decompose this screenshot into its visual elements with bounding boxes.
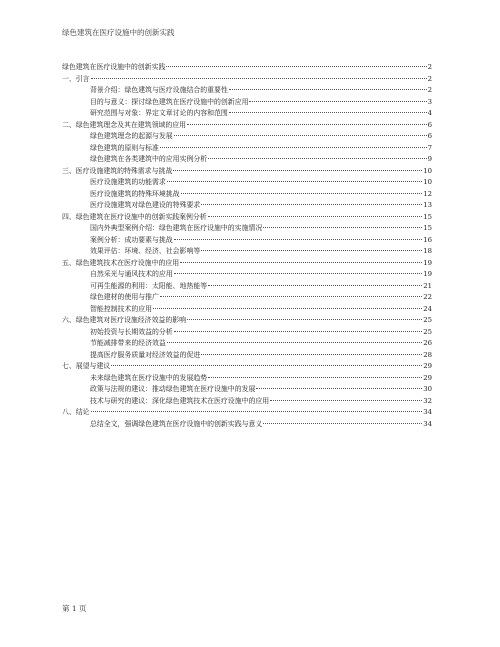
toc-entry-title: 绿色建筑的原则与标准 [90,143,159,152]
toc-entry-title: 绿色建筑理念的起源与发展 [90,132,173,140]
toc-entry-title: 医疗设施建筑对绿色建设的特殊要求 [90,201,201,209]
toc-entry[interactable] [62,120,432,132]
toc-entry-page: 30 [423,385,432,393]
toc-dot-leader [173,170,422,171]
toc-entry-page: 2 [427,63,432,71]
toc-entry-title: 一、引言 [62,74,90,83]
toc-entry-title: 八、结论 [62,408,90,416]
toc-entry[interactable] [62,373,432,385]
toc-dot-leader [256,388,422,389]
toc-entry-title: 绿色建筑在医疗设施中的创新实践 [62,63,166,71]
toc-entry-title: 医疗设施建筑的特殊环境挑战 [90,189,180,198]
toc-entry-page: 6 [427,120,432,129]
toc-entry-page: 32 [423,396,432,405]
toc-entry[interactable] [62,304,432,316]
toc-dot-leader [153,308,422,309]
toc-entry[interactable] [62,407,432,419]
toc-dot-leader [249,101,426,102]
toc-dot-leader [174,331,423,332]
toc-dot-leader [201,250,422,251]
toc-entry[interactable] [62,154,432,166]
toc-dot-leader [201,354,422,355]
toc-entry-page: 22 [423,293,432,301]
toc-entry-page: 29 [423,373,432,382]
toc-entry-title: 绿色建材的使用与推广 [90,293,159,301]
toc-dot-leader [229,112,427,113]
toc-entry[interactable] [62,327,432,339]
toc-entry-title: 初始投资与长期效益的分析 [90,327,173,336]
toc-entry[interactable] [62,189,432,201]
toc-entry[interactable] [62,292,432,304]
toc-dot-leader [166,66,426,67]
toc-entry[interactable] [62,131,432,143]
toc-dot-leader [263,423,422,424]
toc-entry-page: 26 [423,339,432,347]
toc-dot-leader [187,124,427,125]
toc-entry-title: 研究范围与对象：界定文章讨论的内容和范围 [90,109,228,117]
toc-entry[interactable] [62,166,432,178]
toc-entry-title: 效果评估：环境、经济、社会影响等 [90,247,201,255]
toc-dot-leader [167,342,422,343]
toc-entry[interactable] [62,361,432,373]
toc-entry-title: 三、医疗设施建筑的特殊需求与挑战 [62,166,173,175]
toc-entry-title: 绿色建筑在各类建筑中的应用实例分析 [90,155,208,163]
toc-entry-title: 节能减排带来的经济效益 [90,339,166,347]
toc-entry[interactable] [62,108,432,120]
toc-entry-page: 28 [423,350,432,359]
toc-entry[interactable] [62,200,432,212]
toc-entry-page: 10 [423,166,432,175]
toc-entry-title: 未来绿色建筑在医疗设施中的发展趋势 [90,373,208,382]
toc-entry[interactable] [62,177,432,189]
toc-entry-title: 可再生能源的利用：太阳能、地热能等 [90,281,208,290]
toc-entry-page: 12 [423,189,432,198]
toc-dot-leader [270,400,422,401]
toc-dot-leader [187,319,422,320]
toc-entry-page: 24 [423,304,432,313]
toc-entry-title: 医疗设施建筑的功能需求 [90,178,166,186]
toc-entry-title: 六、绿色建筑对医疗设施经济效益的影响 [62,316,187,324]
toc-entry-page: 10 [423,178,432,186]
toc-entry[interactable] [62,338,432,350]
toc-entry[interactable] [62,212,432,224]
toc-entry-title: 目的与意义：探讨绿色建筑在医疗设施中的创新应用 [90,97,249,106]
toc-entry-page: 13 [423,201,432,209]
toc-entry-page: 6 [427,132,432,140]
toc-entry-page: 29 [423,362,432,370]
toc-dot-leader [174,239,423,240]
toc-entry-page: 2 [427,86,432,94]
toc-entry-title: 自然采光与通风技术的应用 [90,270,173,278]
toc-entry[interactable] [62,235,432,247]
toc-dot-leader [208,216,423,217]
toc-entry-page: 21 [423,281,432,290]
toc-entry-title: 智能控制技术的应用 [90,304,153,313]
toc-entry-title: 四、绿色建筑在医疗设施中的创新实践案例分析 [62,212,207,221]
toc-entry-title: 国内外典型案例介绍：绿色建筑在医疗设施中的实施情况 [90,224,263,232]
toc-entry-page: 34 [423,419,432,428]
toc-dot-leader [208,285,422,286]
toc-entry[interactable] [62,62,432,74]
toc-entry-page: 18 [423,247,432,255]
toc-entry-page: 4 [427,109,432,117]
toc-dot-leader [208,377,422,378]
toc-entry-page: 3 [427,97,432,106]
toc-entry[interactable] [62,419,432,431]
table-of-contents [62,62,432,430]
toc-entry-title: 提高医疗服务质量对经济效益的促进 [90,350,201,359]
toc-entry[interactable] [62,143,432,155]
toc-entry-title: 案例分析：成功要素与挑战 [90,235,173,244]
toc-entry[interactable] [62,396,432,408]
toc-entry-page: 34 [423,408,432,416]
toc-dot-leader [160,147,427,148]
toc-entry-title: 总结全文，强调绿色建筑在医疗设施中的创新实践与意义 [90,419,263,428]
toc-entry-page: 15 [423,224,432,232]
toc-entry[interactable] [62,269,432,281]
toc-entry-page: 25 [423,327,432,336]
toc-dot-leader [201,204,422,205]
toc-entry-title: 五、绿色建筑技术在医疗设施中的应用 [62,258,180,267]
toc-entry-title: 政策与法规的建议：推动绿色建筑在医疗设施中的发展 [90,385,256,393]
toc-entry[interactable] [62,246,432,258]
toc-entry-page: 7 [427,143,432,152]
toc-dot-leader [91,411,423,412]
toc-entry-page: 25 [423,316,432,324]
toc-entry-page: 19 [423,258,432,267]
toc-dot-leader [263,227,422,228]
page-header: 绿色建筑在医疗设施中的创新实践 [62,28,175,37]
toc-entry[interactable] [62,97,432,109]
toc-entry[interactable] [62,85,432,97]
toc-entry[interactable] [62,281,432,293]
toc-dot-leader [91,78,427,79]
page-number: 第 1 页 [62,604,87,613]
toc-entry[interactable] [62,223,432,235]
toc-dot-leader [160,296,422,297]
toc-dot-leader [174,135,427,136]
toc-dot-leader [181,193,423,194]
toc-entry-page: 2 [427,74,432,83]
toc-entry-page: 9 [427,155,432,163]
toc-entry[interactable] [62,350,432,362]
toc-entry-title: 技术与研究的建议：深化绿色建筑技术在医疗设施中的应用 [90,396,270,405]
toc-entry[interactable] [62,258,432,270]
toc-dot-leader [229,89,427,90]
toc-dot-leader [180,262,422,263]
toc-entry-title: 背景介绍：绿色建筑与医疗设施结合的重要性 [90,86,228,94]
toc-dot-leader [208,158,426,159]
toc-entry-title: 七、展望与建议 [62,362,111,370]
toc-entry-page: 16 [423,235,432,244]
toc-entry[interactable] [62,74,432,86]
toc-entry[interactable] [62,384,432,396]
toc-dot-leader [167,181,422,182]
toc-entry-page: 15 [423,212,432,221]
toc-entry-title: 二、绿色建筑理念及其在建筑领域的应用 [62,120,187,129]
toc-dot-leader [111,365,422,366]
toc-dot-leader [174,273,423,274]
toc-entry-page: 19 [423,270,432,278]
toc-entry[interactable] [62,315,432,327]
